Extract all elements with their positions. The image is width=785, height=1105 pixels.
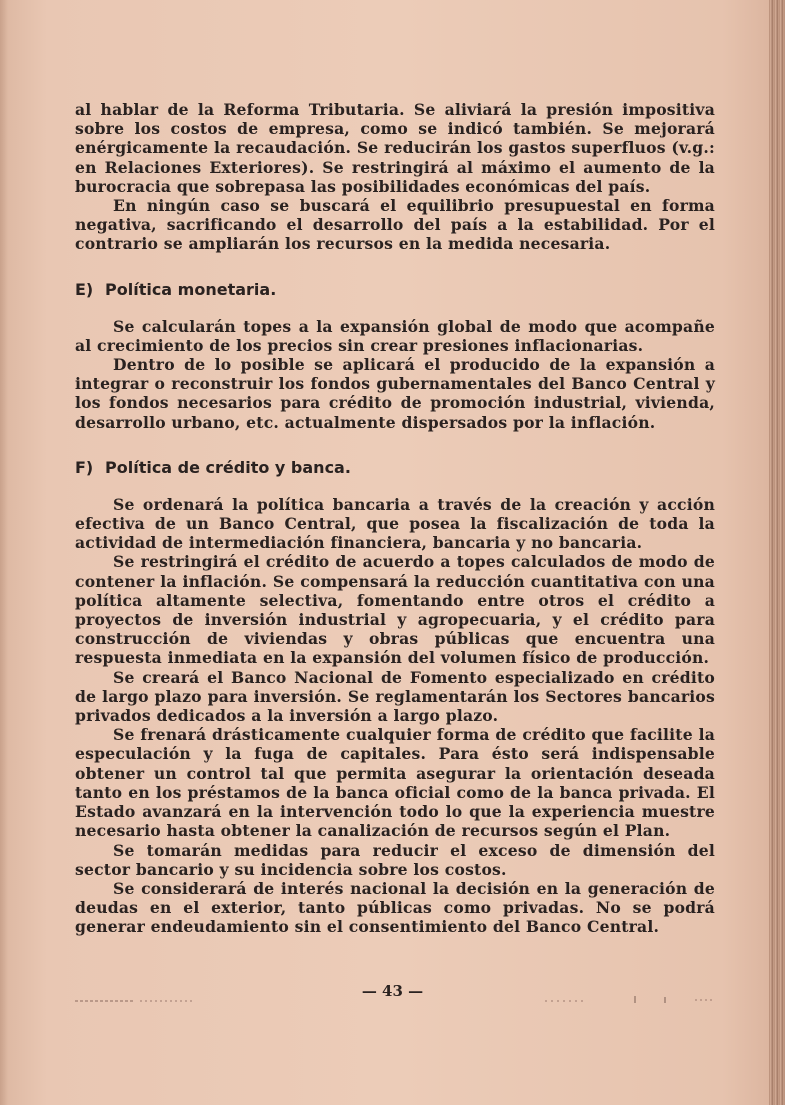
section-e-heading	[75, 280, 715, 300]
section-e-letter: E)	[75, 279, 94, 299]
section-f-letter: F)	[75, 457, 94, 477]
intro-paragraph-1: al hablar de la Reforma Tributaria. Se aliviará la presión impositiva sobre los costos de empresa, como se indicó también. Se mejorará enérgicamente la recaudación. Se reducirán los gastos superfluos (v.g.: en Relaciones Exteriores). Se restringirá al máximo el aumento de la burocracia que sobrepasa las posibilidades económicas del país.	[75, 100, 715, 196]
section-f-paragraph-5: Se tomarán medidas para reducir el exceso de dimensión del sector bancario y su incidencia sobre los costos.	[75, 840, 715, 879]
section-f-paragraph-1: Se ordenará la política bancaria a través de la creación y acción efectiva de un Banco Central, que posea la fiscalización de toda la actividad de intermediación financiera, bancaria y no bancaria.	[75, 494, 715, 553]
section-f-heading	[75, 458, 715, 478]
page-content	[75, 100, 715, 937]
section-f-paragraph-4: Se frenará drásticamente cualquier forma de crédito que facilite la especulación y la fuga de capitales. Para ésto será indispensable obtener un control tal que permita asegurar la orientación deseada tanto en los préstamos de la banca oficial como de la banca privada. El Estado avanzará en la intervención todo lo que la experiencia muestre necesario hasta obtener la canalización de recursos según el Plan.	[75, 725, 715, 841]
section-e-paragraph-2: Dentro de lo posible se aplicará el producido de la expansión a integrar o reconstruir los fondos gubernamentales del Banco Central y los fondos necesarios para crédito de promoción industrial, vivienda, desarrollo urbano, etc. actualmente dispersados por la inflación.	[75, 355, 715, 432]
section-e-title: Política monetaria.	[105, 279, 277, 299]
section-f-title: Política de crédito y banca.	[105, 457, 351, 477]
intro-paragraph-2: En ningún caso se buscará el equilibrio presupuestal en forma negativa, sacrificando el desarrollo del país a la estabilidad. Por el contrario se ampliarán los recursos en la medida necesaria.	[75, 196, 715, 254]
section-e-paragraph-1: Se calcularán topes a la expansión global de modo que acompañe al crecimiento de los precios sin crear presiones inflacionarias.	[75, 316, 715, 355]
section-f-paragraph-3: Se creará el Banco Nacional de Fomento especializado en crédito de largo plazo para inversión. Se reglamentarán los Sectores bancarios privados dedicados a la inversión a largo plazo.	[75, 667, 715, 726]
section-f-paragraph-2: Se restringirá el crédito de acuerdo a topes calculados de modo de contener la inflación. Se compensará la reducción cuantitativa con una política altamente selectiva, fomentando entre otros el crédito a proyectos de inversión industrial y agropecuaria, y el crédito para construcción de viviendas y obras públicas que encuentra una respuesta inmediata en la expansión del volumen físico de producción.	[75, 552, 715, 668]
page-left-shadow	[0, 0, 8, 1105]
page-number: — 43 —	[361, 982, 424, 1000]
book-binding-edge	[769, 0, 785, 1105]
section-f-paragraph-6: Se considerará de interés nacional la decisión en la generación de deudas en el exterior, tanto públicas como privadas. No se podrá generar endeudamiento sin el consentimiento del Banco Central.	[75, 878, 715, 937]
